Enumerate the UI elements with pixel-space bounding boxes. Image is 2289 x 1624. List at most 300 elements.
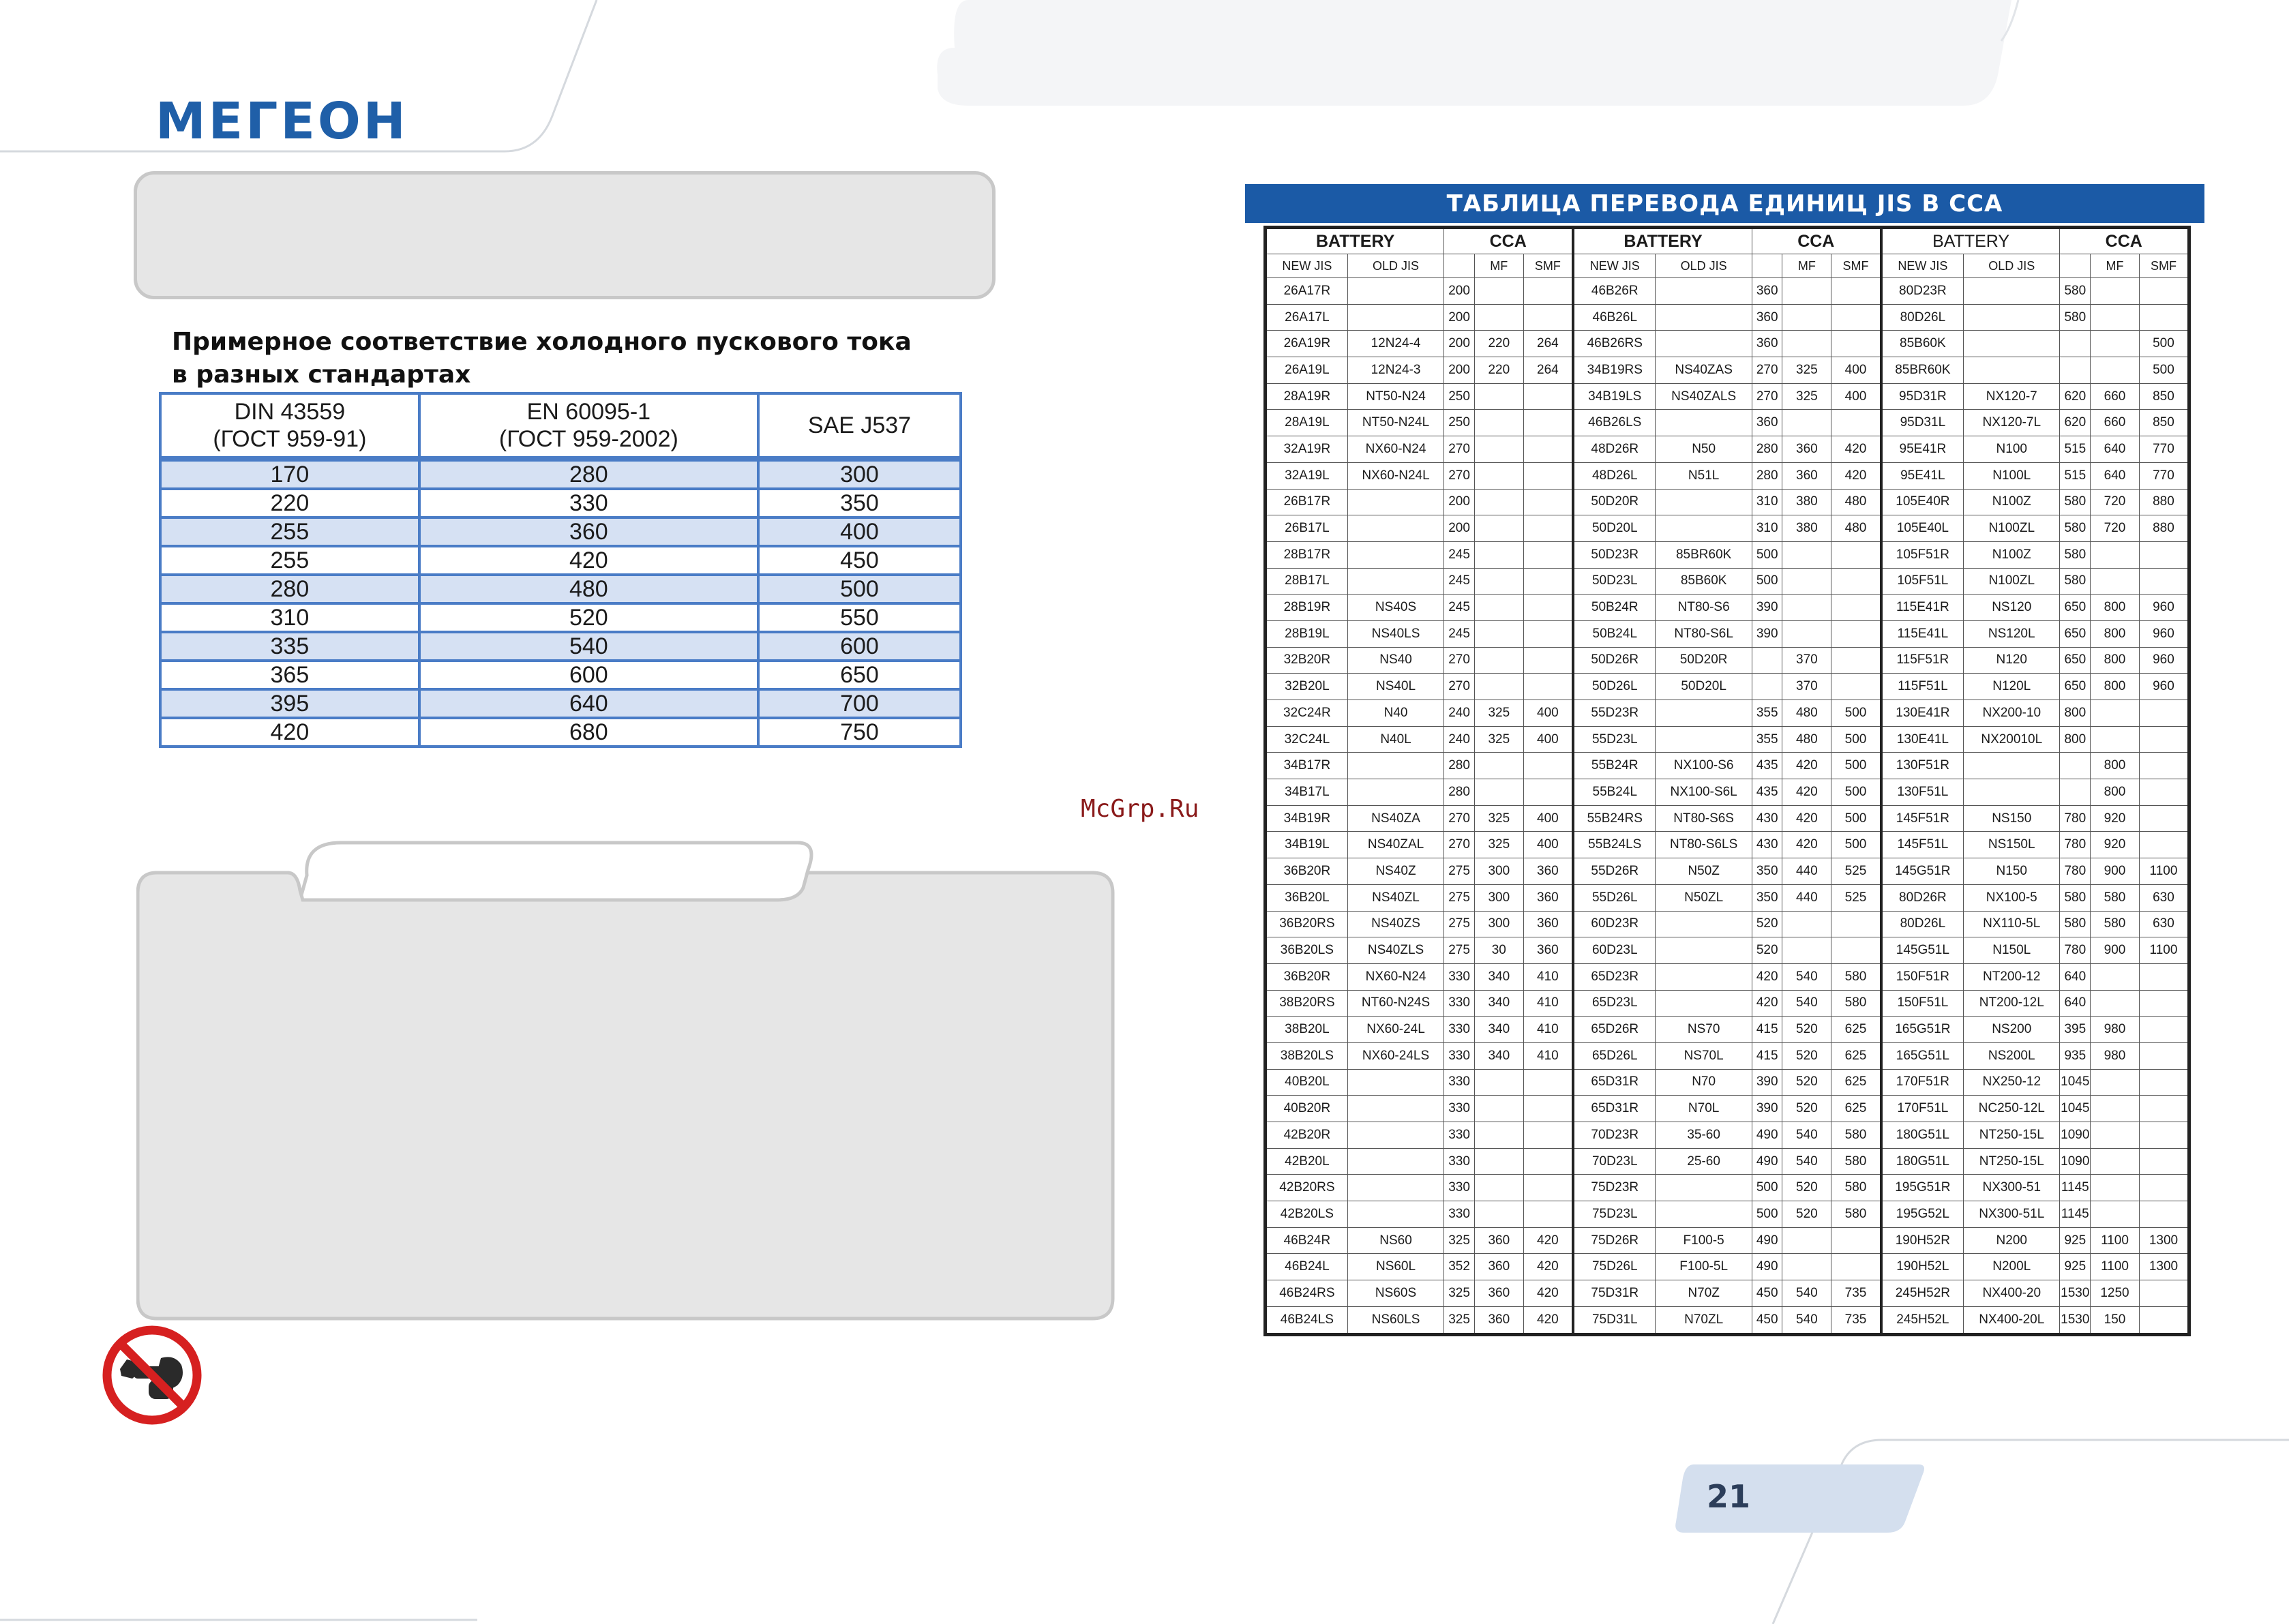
table-cell <box>1964 357 2060 384</box>
header-en: EN 60095-1 (ГОСТ 959-2002) <box>419 393 758 459</box>
table-cell: 85BR60K <box>1881 357 1964 384</box>
table-cell: 500 <box>1831 700 1881 727</box>
table-cell: 65D26L <box>1573 1042 1656 1069</box>
table-cell: 450 <box>1752 1306 1782 1334</box>
table-cell <box>2139 1201 2189 1228</box>
table-cell <box>2139 805 2189 832</box>
table-cell: 130E41R <box>1881 700 1964 727</box>
table-cell: 38B20LS <box>1266 1042 1348 1069</box>
table-cell: 325 <box>1474 700 1523 727</box>
table-cell: 26A17L <box>1266 304 1348 331</box>
table-cell <box>1347 515 1443 542</box>
table-cell: 80D26L <box>1881 304 1964 331</box>
table-cell <box>1782 620 1831 647</box>
table-cell: N100Z <box>1964 489 2060 515</box>
table-cell: 420 <box>1523 1306 1573 1334</box>
table-cell: 750 <box>758 718 961 747</box>
table-cell: 640 <box>2091 462 2140 489</box>
table-cell: 65D23L <box>1573 990 1656 1017</box>
table-cell: 780 <box>2060 805 2091 832</box>
table-cell <box>2091 331 2140 357</box>
table-cell <box>1474 779 1523 806</box>
table-cell <box>1782 937 1831 964</box>
table-cell <box>1523 620 1573 647</box>
table-cell: NX400-20 <box>1964 1280 2060 1307</box>
table-cell: 195G51R <box>1881 1175 1964 1201</box>
table-cell: 42B20LS <box>1266 1201 1348 1228</box>
table-cell: 625 <box>1831 1096 1881 1122</box>
table-cell: 620 <box>2060 410 2091 436</box>
table-cell: 600 <box>758 632 961 661</box>
table-cell: 680 <box>419 718 758 747</box>
table-cell <box>1523 304 1573 331</box>
table-cell: 925 <box>2060 1227 2091 1254</box>
table-cell: 325 <box>1474 832 1523 858</box>
table-cell: 380 <box>1782 489 1831 515</box>
table-cell: 85B60K <box>1656 568 1752 595</box>
table-cell: 32C24L <box>1266 726 1348 753</box>
table-cell: 145G51L <box>1881 937 1964 964</box>
table-cell <box>1831 1254 1881 1280</box>
table-cell: 440 <box>1782 858 1831 885</box>
table-cell: 165G51R <box>1881 1017 1964 1043</box>
table-row <box>1266 489 2189 515</box>
table-cell: 520 <box>419 603 758 632</box>
table-cell <box>2139 541 2189 568</box>
table-cell: 190H52R <box>1881 1227 1964 1254</box>
table-cell: 525 <box>1831 884 1881 911</box>
table-cell: 270 <box>1444 462 1475 489</box>
table-cell <box>1523 1122 1573 1149</box>
table-cell: NT80-S6S <box>1656 805 1752 832</box>
table-cell: 365 <box>160 661 419 689</box>
table-cell: 360 <box>1474 1254 1523 1280</box>
table-cell: 145G51R <box>1881 858 1964 885</box>
table-cell: 280 <box>1752 436 1782 463</box>
table-cell: 500 <box>1752 541 1782 568</box>
table-cell <box>1523 1201 1573 1228</box>
table-cell: 630 <box>2139 911 2189 937</box>
table-cell <box>1474 568 1523 595</box>
table-cell: 400 <box>1831 357 1881 384</box>
table-cell: 310 <box>1752 489 1782 515</box>
table-cell: 1300 <box>2139 1254 2189 1280</box>
table-cell <box>1474 1096 1523 1122</box>
table-cell: NC250-12L <box>1964 1096 2060 1122</box>
table-cell <box>1474 278 1523 305</box>
table-cell: NT80-S6LS <box>1656 832 1752 858</box>
table-cell: 340 <box>1474 1042 1523 1069</box>
table-cell: 220 <box>1474 357 1523 384</box>
table-cell: 360 <box>1474 1280 1523 1307</box>
table-cell: 410 <box>1523 1042 1573 1069</box>
table-cell: 420 <box>1523 1254 1573 1280</box>
table-cell: 640 <box>2091 436 2140 463</box>
table-cell: 540 <box>1782 1280 1831 1307</box>
table-cell: 190H52L <box>1881 1254 1964 1280</box>
sub-header-cell: NEW JIS <box>1573 254 1656 278</box>
table-row <box>160 661 961 689</box>
table-cell: 28B19L <box>1266 620 1348 647</box>
table-cell: 800 <box>2091 753 2140 779</box>
table-cell: 75D26R <box>1573 1227 1656 1254</box>
table-cell: 340 <box>1474 990 1523 1017</box>
table-row <box>160 603 961 632</box>
table-cell: NS70L <box>1656 1042 1752 1069</box>
table-cell: N100ZL <box>1964 568 2060 595</box>
table-cell: 515 <box>2060 462 2091 489</box>
table-cell <box>2139 700 2189 727</box>
table-cell: 270 <box>1752 383 1782 410</box>
table-cell: 280 <box>1444 753 1475 779</box>
table-cell: 50D20L <box>1573 515 1656 542</box>
table-cell: 325 <box>1444 1227 1475 1254</box>
table-cell <box>1474 1069 1523 1096</box>
table-cell: 115E41R <box>1881 595 1964 621</box>
table-cell <box>1523 462 1573 489</box>
table-cell: 245H52R <box>1881 1280 1964 1307</box>
table-cell: 32B20L <box>1266 674 1348 700</box>
table-cell: 36B20LS <box>1266 937 1348 964</box>
table-row <box>1266 410 2189 436</box>
table-cell: 360 <box>1752 331 1782 357</box>
table-cell: 520 <box>1782 1096 1831 1122</box>
table-cell: 900 <box>2091 937 2140 964</box>
table-cell: 1250 <box>2091 1280 2140 1307</box>
table-cell: 520 <box>1782 1175 1831 1201</box>
table-cell: NS40LS <box>1347 620 1443 647</box>
table-cell <box>1474 489 1523 515</box>
table-cell <box>1656 726 1752 753</box>
table-cell: 960 <box>2139 674 2189 700</box>
table-cell: N100Z <box>1964 541 2060 568</box>
table-cell: 500 <box>1831 726 1881 753</box>
table-cell: 325 <box>1444 1306 1475 1334</box>
table-cell: 720 <box>2091 489 2140 515</box>
table-cell: 735 <box>1831 1306 1881 1334</box>
no-tools-icon <box>101 1324 203 1426</box>
table-row <box>1266 1122 2189 1149</box>
table-cell: 1145 <box>2060 1201 2091 1228</box>
table-cell: 340 <box>1474 963 1523 990</box>
table-cell <box>2139 963 2189 990</box>
table-cell: 480 <box>1831 515 1881 542</box>
table-cell <box>1782 595 1831 621</box>
table-cell: 660 <box>2091 410 2140 436</box>
table-cell: 580 <box>2060 911 2091 937</box>
table-cell <box>2091 700 2140 727</box>
table-cell: 390 <box>1752 595 1782 621</box>
table-row <box>1266 331 2189 357</box>
table-cell: 130F51R <box>1881 753 1964 779</box>
table-row <box>160 718 961 747</box>
table-cell: NS200 <box>1964 1017 2060 1043</box>
table-cell <box>2139 1148 2189 1175</box>
table-cell: NS40L <box>1347 674 1443 700</box>
table-cell: 115E41L <box>1881 620 1964 647</box>
table-cell: 300 <box>1474 884 1523 911</box>
table-cell: 490 <box>1752 1148 1782 1175</box>
table-cell: NX300-51L <box>1964 1201 2060 1228</box>
table-cell: NS40ZALS <box>1656 383 1752 410</box>
table-cell: 420 <box>1752 990 1782 1017</box>
table-cell: 80D26R <box>1881 884 1964 911</box>
table-cell: NS200L <box>1964 1042 2060 1069</box>
table-cell: 960 <box>2139 647 2189 674</box>
table-row <box>1266 700 2189 727</box>
table-cell <box>2139 1122 2189 1149</box>
table-cell: 360 <box>1782 436 1831 463</box>
table-cell: 352 <box>1444 1254 1475 1280</box>
table-cell <box>1831 1227 1881 1254</box>
table-cell: 300 <box>758 459 961 489</box>
table-cell <box>1964 779 2060 806</box>
table-cell: 780 <box>2060 858 2091 885</box>
table-cell: 580 <box>1831 963 1881 990</box>
table-cell: 540 <box>1782 1148 1831 1175</box>
table-cell: 500 <box>1831 753 1881 779</box>
table-row <box>1266 805 2189 832</box>
table-cell <box>1347 1096 1443 1122</box>
table-row <box>1266 832 2189 858</box>
table-cell: 390 <box>1752 620 1782 647</box>
table-cell: 420 <box>1523 1280 1573 1307</box>
table-cell: 12N24-4 <box>1347 331 1443 357</box>
table-cell: 580 <box>2091 884 2140 911</box>
table-cell: 280 <box>160 575 419 603</box>
table-cell: 420 <box>1523 1227 1573 1254</box>
table-cell: 65D31R <box>1573 1069 1656 1096</box>
table-cell: 26A17R <box>1266 278 1348 305</box>
table-cell: 770 <box>2139 462 2189 489</box>
table-cell <box>1523 436 1573 463</box>
table-cell: 50D20R <box>1573 489 1656 515</box>
table-cell: 60D23R <box>1573 911 1656 937</box>
table-cell: 330 <box>419 489 758 517</box>
table-cell: NT80-S6 <box>1656 595 1752 621</box>
table-cell: 540 <box>1782 1122 1831 1149</box>
table-cell: 46B26RS <box>1573 331 1656 357</box>
table-cell <box>1474 620 1523 647</box>
table-cell: N50 <box>1656 436 1752 463</box>
table-cell: 380 <box>1782 515 1831 542</box>
table-cell: N70Z <box>1656 1280 1752 1307</box>
table-cell <box>1347 1122 1443 1149</box>
table-cell <box>2139 278 2189 305</box>
table-cell: 415 <box>1752 1017 1782 1043</box>
table-cell: 650 <box>758 661 961 689</box>
table-cell: 580 <box>2060 541 2091 568</box>
table-cell: 440 <box>1782 884 1831 911</box>
table-cell: 410 <box>1523 990 1573 1017</box>
table-cell <box>2091 357 2140 384</box>
table-cell: 65D31R <box>1573 1096 1656 1122</box>
table-cell: 700 <box>758 689 961 718</box>
table-cell: 300 <box>1474 911 1523 937</box>
table-cell: 800 <box>2091 674 2140 700</box>
table-cell: 75D31L <box>1573 1306 1656 1334</box>
table-cell: 1045 <box>2060 1069 2091 1096</box>
table-cell: 360 <box>1523 937 1573 964</box>
table-cell: 430 <box>1752 832 1782 858</box>
table-cell: 420 <box>1831 436 1881 463</box>
table-cell: 42B20R <box>1266 1122 1348 1149</box>
table-cell: 50D20R <box>1656 647 1752 674</box>
table-cell: 1100 <box>2091 1227 2140 1254</box>
table-cell <box>2139 753 2189 779</box>
table-cell: 105F51R <box>1881 541 1964 568</box>
cca-standards-table <box>159 392 962 748</box>
table-cell: F100-5 <box>1656 1227 1752 1254</box>
table-cell: NX60-24L <box>1347 1017 1443 1043</box>
table-cell: 250 <box>1444 410 1475 436</box>
table-cell <box>1474 595 1523 621</box>
table-cell <box>1347 489 1443 515</box>
table-cell: 395 <box>2060 1017 2091 1043</box>
table-cell: 34B19LS <box>1573 383 1656 410</box>
table-cell: NS40Z <box>1347 858 1443 885</box>
table-cell <box>2091 568 2140 595</box>
table-cell: 625 <box>1831 1017 1881 1043</box>
table-cell: 330 <box>1444 1017 1475 1043</box>
table-cell <box>1656 1201 1752 1228</box>
table-cell: 800 <box>2060 726 2091 753</box>
table-cell: 880 <box>2139 515 2189 542</box>
table-row <box>160 632 961 661</box>
table-cell <box>1474 541 1523 568</box>
table-cell: 370 <box>1782 674 1831 700</box>
table-cell <box>1347 779 1443 806</box>
table-cell: NT80-S6L <box>1656 620 1752 647</box>
table-cell: N150L <box>1964 937 2060 964</box>
table-cell: 330 <box>1444 1201 1475 1228</box>
table-cell: 330 <box>1444 990 1475 1017</box>
table-cell: 36B20R <box>1266 858 1348 885</box>
table-cell: 800 <box>2091 595 2140 621</box>
table-cell: 105E40R <box>1881 489 1964 515</box>
table-cell: N100 <box>1964 436 2060 463</box>
table-cell: 200 <box>1444 331 1475 357</box>
table-cell: 980 <box>2091 1042 2140 1069</box>
table-cell <box>1831 278 1881 305</box>
table-cell: 400 <box>1523 700 1573 727</box>
table-cell: 360 <box>1523 911 1573 937</box>
table-cell: 46B24L <box>1266 1254 1348 1280</box>
table-cell: N100ZL <box>1964 515 2060 542</box>
table-cell: 450 <box>758 546 961 575</box>
table-cell: 630 <box>2139 884 2189 911</box>
table-row <box>1266 1227 2189 1254</box>
table-cell: 600 <box>419 661 758 689</box>
table-cell <box>2139 1306 2189 1334</box>
table-row <box>1266 990 2189 1017</box>
table-cell: 50D26R <box>1573 647 1656 674</box>
table-cell <box>1831 911 1881 937</box>
table-cell: 55B24L <box>1573 779 1656 806</box>
table-cell: 625 <box>1831 1042 1881 1069</box>
table-cell: 490 <box>1752 1227 1782 1254</box>
table-cell: 38B20RS <box>1266 990 1348 1017</box>
table-cell: 170 <box>160 459 419 489</box>
sub-header-cell: NEW JIS <box>1881 254 1964 278</box>
table-cell <box>2139 1042 2189 1069</box>
table-cell: 480 <box>1831 489 1881 515</box>
table-cell: 195G52L <box>1881 1201 1964 1228</box>
table-cell: 75D31R <box>1573 1280 1656 1307</box>
table-cell <box>1474 410 1523 436</box>
table-row <box>1266 1042 2189 1069</box>
table-row <box>160 689 961 718</box>
table-cell: 355 <box>1752 726 1782 753</box>
table-cell: N70L <box>1656 1096 1752 1122</box>
table-cell: 480 <box>419 575 758 603</box>
table-cell: 95D31L <box>1881 410 1964 436</box>
table-cell <box>2091 963 2140 990</box>
table-cell: 38B20L <box>1266 1017 1348 1043</box>
table-cell: 280 <box>419 459 758 489</box>
table-cell: NX100-S6L <box>1656 779 1752 806</box>
table-cell <box>2060 331 2091 357</box>
table-cell <box>1347 541 1443 568</box>
table-cell <box>1523 647 1573 674</box>
table-cell: 264 <box>1523 357 1573 384</box>
table-cell: 420 <box>1782 832 1831 858</box>
table-cell <box>2060 753 2091 779</box>
sub-header-cell <box>1444 254 1475 278</box>
table-cell <box>1523 515 1573 542</box>
table-cell: N40L <box>1347 726 1443 753</box>
table-cell: 42B20RS <box>1266 1175 1348 1201</box>
table-cell: 420 <box>1782 753 1831 779</box>
sub-header-cell: OLD JIS <box>1964 254 2060 278</box>
table-cell: 26B17L <box>1266 515 1348 542</box>
table-cell <box>1474 515 1523 542</box>
table-cell: 275 <box>1444 911 1475 937</box>
table-cell <box>2091 1069 2140 1096</box>
table-cell: 26A19R <box>1266 331 1348 357</box>
table-cell <box>1782 304 1831 331</box>
table-cell: 55B24LS <box>1573 832 1656 858</box>
table-cell: 640 <box>419 689 758 718</box>
table-cell <box>2091 1201 2140 1228</box>
table-cell: 335 <box>160 632 419 661</box>
table-cell <box>1782 410 1831 436</box>
table-cell: 400 <box>1523 726 1573 753</box>
table-cell: N50ZL <box>1656 884 1752 911</box>
table-cell: NT60-N24S <box>1347 990 1443 1017</box>
table-cell: 150F51L <box>1881 990 1964 1017</box>
table-cell: 55D23L <box>1573 726 1656 753</box>
table-cell: 270 <box>1444 805 1475 832</box>
table-cell: NT50-N24 <box>1347 383 1443 410</box>
table-cell: 1300 <box>2139 1227 2189 1254</box>
table-cell: NX120-7 <box>1964 383 2060 410</box>
table-row <box>1266 647 2189 674</box>
table-cell: 115F51L <box>1881 674 1964 700</box>
table-cell: N50Z <box>1656 858 1752 885</box>
table-cell: 46B24LS <box>1266 1306 1348 1334</box>
table-cell: 980 <box>2091 1017 2140 1043</box>
table-cell <box>1964 304 2060 331</box>
table-cell: 130F51L <box>1881 779 1964 806</box>
table-cell: 415 <box>1752 1042 1782 1069</box>
table-cell <box>2091 278 2140 305</box>
table-cell: 500 <box>2139 331 2189 357</box>
watermark: McGrp.Ru <box>1081 795 1199 823</box>
table-cell: NS60L <box>1347 1254 1443 1280</box>
table-cell: 420 <box>1752 963 1782 990</box>
table-cell: 270 <box>1444 832 1475 858</box>
